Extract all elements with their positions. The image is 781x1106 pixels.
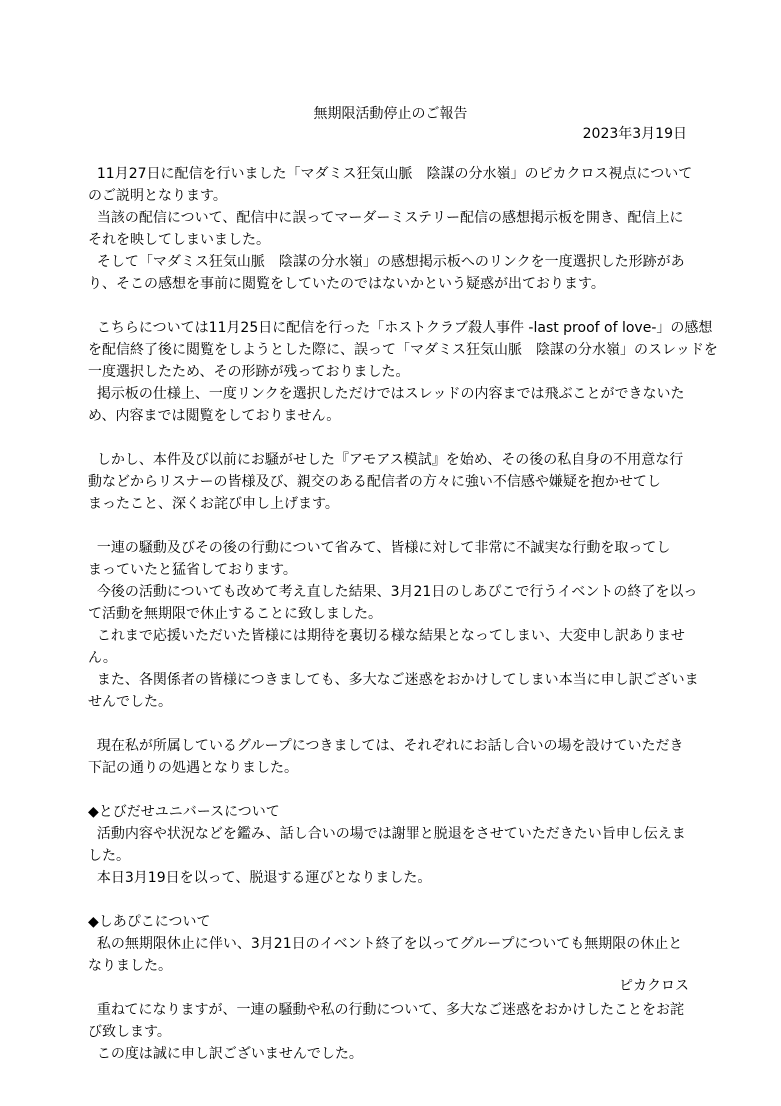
text-line: この度は誠に申し訳ございませんでした。 <box>88 1046 363 1062</box>
paragraph-gap <box>88 713 692 735</box>
paragraph-gap <box>88 779 692 801</box>
section-heading: ◆しあぴこについて <box>88 914 211 930</box>
text-line: まったこと、深くお詫び申し上げます。 <box>88 496 339 512</box>
text-line: を配信終了後に閲覧をしようとした際に、誤って「マダミス狂気山脈 陰謀の分水嶺」のスレッドを <box>88 342 718 358</box>
section-tobidase-universe <box>88 801 692 889</box>
text-line: これまで応援いただいた皆様には期待を裏切る様な結果となってしまい、大変申し訳ありませ <box>88 628 685 644</box>
paragraph-closing <box>88 999 692 1065</box>
paragraph-gap <box>88 295 692 317</box>
text-line: 掲示板の仕様上、一度リンクを選択しただけではスレッドの内容までは飛ぶことができないた <box>88 386 685 402</box>
paragraph-gap <box>88 427 692 449</box>
document-body <box>88 163 718 1065</box>
text-line: それを映してしまいました。 <box>88 232 270 248</box>
text-line: した。 <box>88 848 130 864</box>
paragraph-hiatus <box>88 537 699 713</box>
text-line: 下記の通りの処遇となりました。 <box>88 760 298 776</box>
text-line: 私の無期限休止に伴い、3月21日のイベント終了を以ってグループについても無期限の休止と <box>88 936 683 952</box>
text-line: 重ねてになりますが、一連の騒動や私の行動について、多大なご迷惑をおかけしたことをお詫 <box>88 1002 684 1018</box>
paragraph-gap <box>88 515 692 537</box>
document-date: 2023年3月19日 <box>582 126 687 142</box>
paragraph-clarification <box>88 317 718 427</box>
text-line: 今後の活動についても改めて考え直した結果、3月21日のしあぴこで行うイベントの終了を以っ <box>88 584 698 600</box>
paragraph-apology <box>88 449 692 515</box>
text-line: め、内容までは閲覧をしておりません。 <box>88 408 341 424</box>
section-shiapiko <box>88 911 692 977</box>
text-line: て活動を無期限で休止することに致しました。 <box>88 606 382 622</box>
paragraph-groups <box>88 735 692 779</box>
section-heading: ◆とびだせユニバースについて <box>88 804 280 820</box>
text-line: 活動内容や状況などを鑑み、話し合いの場では謝罪と脱退をさせていただきたい旨申し伝えま <box>88 826 686 842</box>
text-line: 当該の配信について、配信中に誤ってマーダーミステリー配信の感想掲示板を開き、配信上に <box>88 210 684 226</box>
text-line: こちらについては11月25日に配信を行った「ホストクラブ殺人事件 -last proof of love-」の感想 <box>88 320 713 336</box>
text-line: のご説明となります。 <box>88 188 227 204</box>
text-line: 一度選択したため、その形跡が残っておりました。 <box>88 364 410 380</box>
paragraph-gap <box>88 977 692 999</box>
text-line: 本日3月19日を以って、脱退する運びとなりました。 <box>88 870 432 886</box>
document-title: 無期限活動停止のご報告 <box>313 106 468 122</box>
text-line: 一連の騒動及びその後の行動について省みて、皆様に対して非常に不誠実な行動を取ってし <box>88 540 671 556</box>
paragraph-gap <box>88 889 692 911</box>
text-line: ん。 <box>88 650 117 666</box>
text-line: まっていたと猛省しております。 <box>88 562 297 578</box>
text-line: しかし、本件及び以前にお騒がせした『アモアス模試』を始め、その後の私自身の不用意な行 <box>88 452 684 468</box>
text-line: なりました。 <box>88 958 172 974</box>
text-line: り、そこの感想を事前に閲覧をしていたのではないかという疑惑が出ております。 <box>88 276 605 292</box>
text-line: 動などからリスナーの皆様及び、親交のある配信者の方々に強い不信感や嫌疑を抱かせてし <box>88 474 661 490</box>
text-line: 11月27日に配信を行いました「マダミス狂気山脈 陰謀の分水嶺」のピカクロス視点について <box>88 166 693 182</box>
text-line: せんでした。 <box>88 694 172 710</box>
signature: ピカクロス <box>619 978 689 994</box>
paragraph-explanation <box>88 163 692 295</box>
text-line: び致します。 <box>88 1024 171 1040</box>
text-line: 現在私が所属しているグループにつきましては、それぞれにお話し合いの場を設けていただき <box>88 738 684 754</box>
text-line: そして「マダミス狂気山脈 陰謀の分水嶺」の感想掲示板へのリンクを一度選択した形跡があ <box>88 254 685 270</box>
text-line: また、各関係者の皆様につきましても、多大なご迷惑をおかけしてしまい本当に申し訳ございま <box>88 672 699 688</box>
